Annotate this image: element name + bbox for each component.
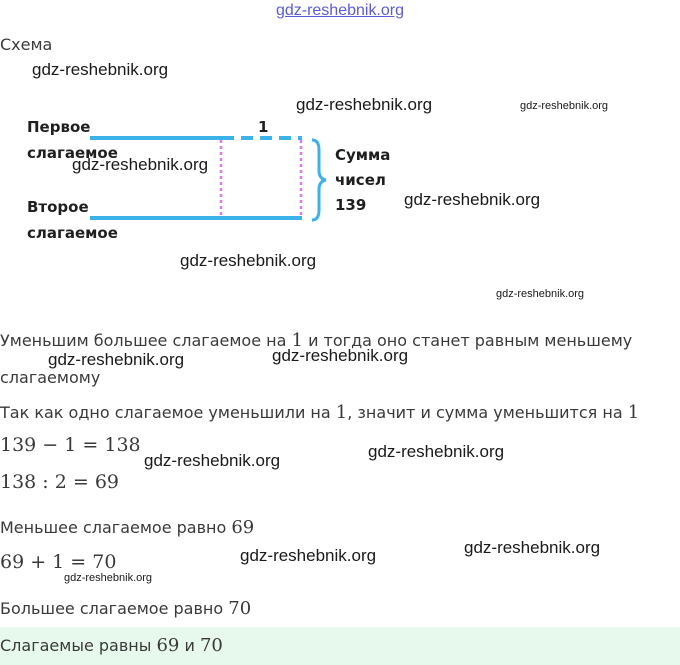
watermark: gdz-reshebnik.org — [272, 346, 409, 365]
step2-number-1: 1 — [335, 402, 348, 423]
difference-label: 1 — [258, 118, 269, 136]
first-addend-label-2: слагаемое — [27, 144, 118, 162]
larger-addend-line — [0, 598, 251, 619]
sum-label-1: Сумма — [335, 146, 391, 164]
answer-line — [0, 635, 223, 656]
watermark: gdz-reshebnik.org — [368, 442, 505, 461]
answer-text: Слагаемые равны — [0, 636, 152, 655]
answer-value-1: 69 — [156, 635, 180, 656]
step1-text-b: и тогда оно станет равным меньшему — [308, 331, 633, 350]
scheme-heading: Схема — [0, 35, 53, 54]
first-addend-label-1: Первое — [27, 118, 91, 136]
step1-line-2: слагаемому — [0, 368, 101, 387]
equation-2: 138 : 2 = 69 — [0, 471, 120, 493]
step1-number: 1 — [291, 330, 303, 351]
watermark: gdz-reshebnik.org — [32, 60, 169, 79]
smaller-addend-line — [0, 517, 254, 538]
step2-line — [0, 402, 639, 423]
answer-value-2: 70 — [199, 635, 223, 656]
step2-text-a: Так как одно слагаемое уменьшили на — [0, 403, 331, 422]
equation-1: 139 − 1 = 138 — [0, 434, 141, 456]
answer-conjunction: и — [184, 636, 195, 655]
watermark: gdz-reshebnik.org — [496, 288, 585, 300]
watermark: gdz-reshebnik.org — [144, 451, 281, 470]
watermark: gdz-reshebnik.org — [240, 546, 377, 565]
watermark: gdz-reshebnik.org — [48, 350, 185, 369]
smaller-addend-value: 69 — [231, 517, 255, 538]
step2-number-2: 1 — [627, 402, 640, 423]
watermark: gdz-reshebnik.org — [180, 251, 317, 270]
equation-3: 69 + 1 = 70 — [0, 551, 117, 573]
second-addend-label-2: слагаемое — [27, 224, 118, 242]
step2-text-b: , значит и сумма уменьшится на — [347, 403, 623, 422]
watermark: gdz-reshebnik.org — [64, 572, 153, 584]
larger-addend-value: 70 — [228, 598, 252, 619]
sum-brace — [312, 140, 326, 220]
watermark: gdz-reshebnik.org — [464, 538, 601, 557]
larger-addend-text: Большее слагаемое равно — [0, 599, 224, 618]
second-addend-label-1: Второе — [27, 198, 89, 216]
step1-text-a: Уменьшим большее слагаемое на — [0, 331, 287, 350]
watermark: gdz-reshebnik.org — [72, 155, 209, 174]
watermark: gdz-reshebnik.org — [520, 100, 609, 112]
site-watermark-link[interactable]: gdz-reshebnik.org — [275, 2, 405, 19]
sum-label-3: 139 — [335, 196, 367, 214]
sum-label-2: чисел — [335, 171, 386, 189]
smaller-addend-text: Меньшее слагаемое равно — [0, 518, 227, 537]
watermark: gdz-reshebnik.org — [296, 95, 433, 114]
watermark: gdz-reshebnik.org — [404, 190, 541, 209]
